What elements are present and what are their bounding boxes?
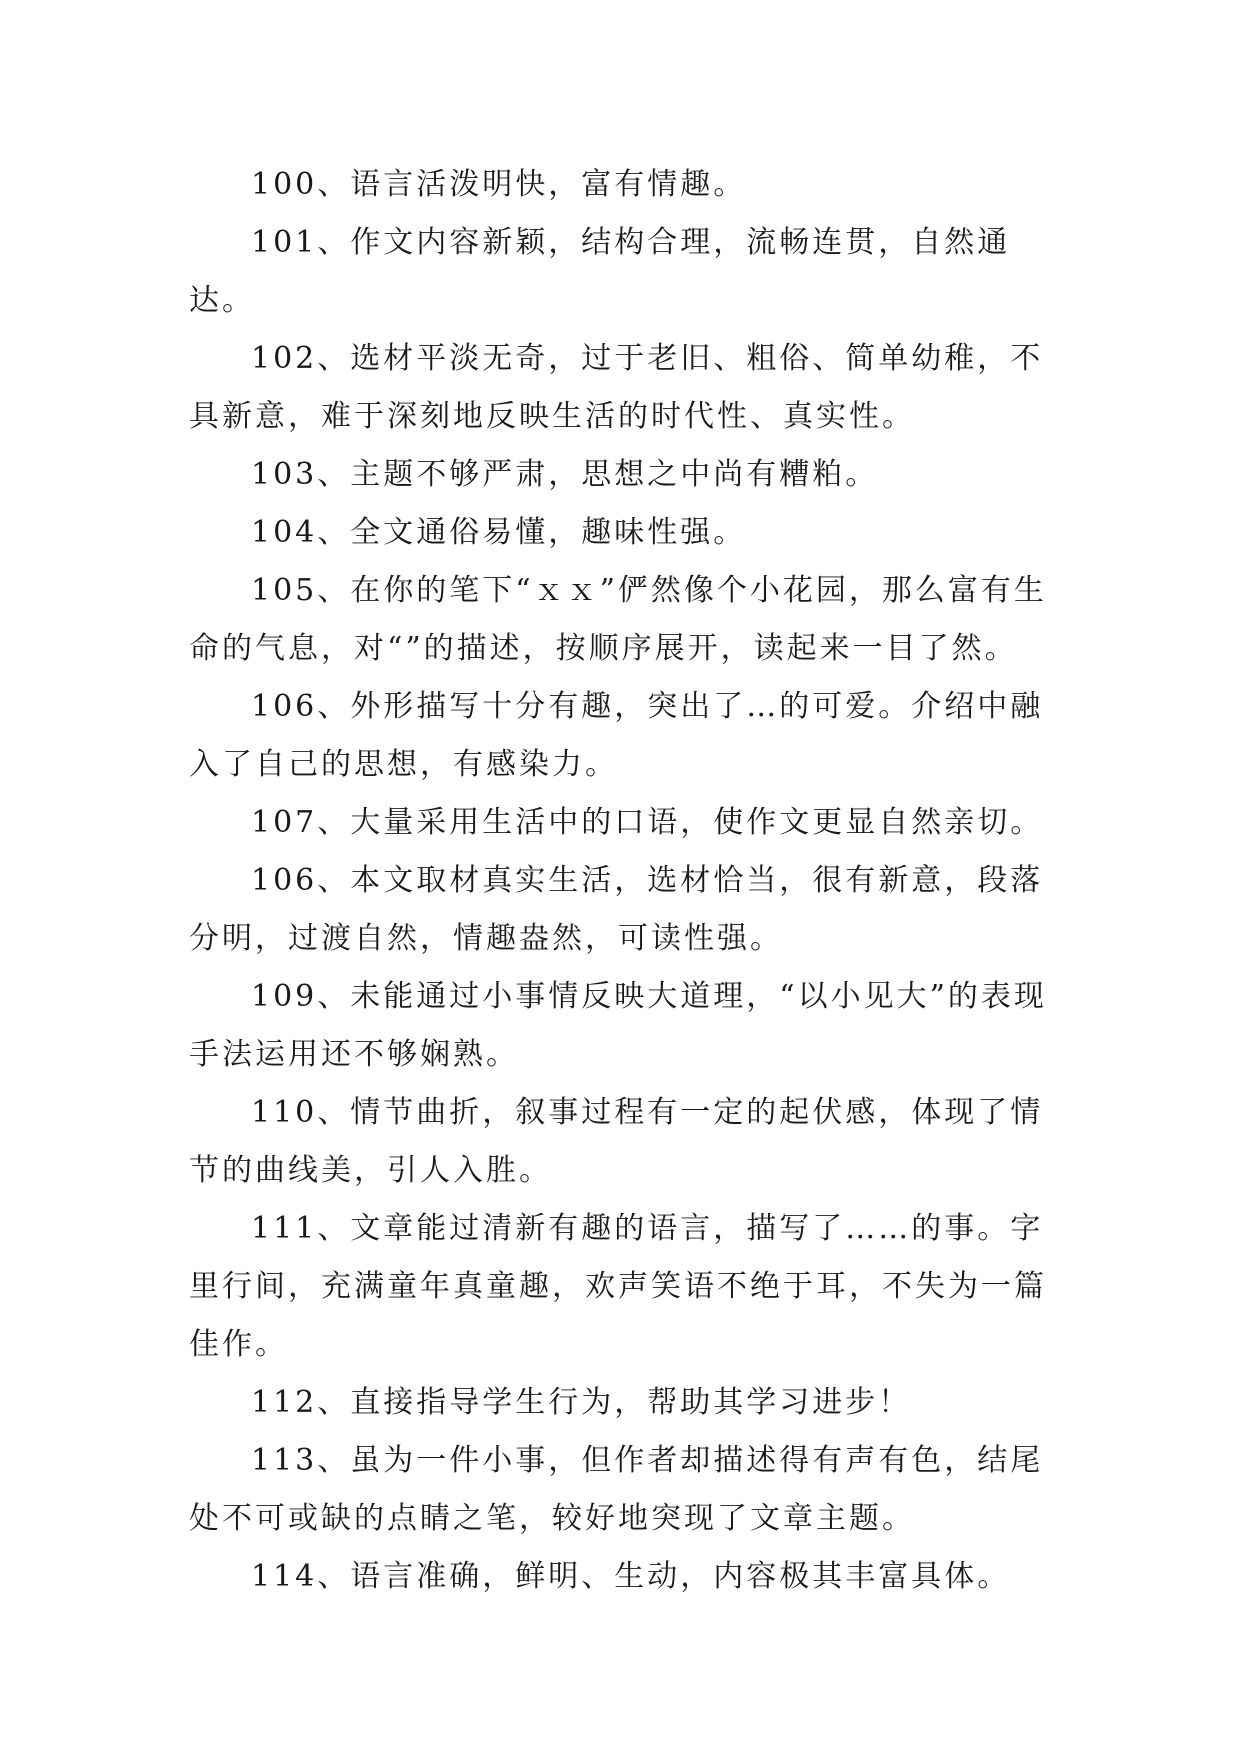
comment-paragraph-106b: 106、本文取材真实生活，选材恰当，很有新意，段落分明，过渡自然，情趣盎然，可读性强。 xyxy=(189,863,1044,956)
comment-paragraph-102: 102、选材平淡无奇，过于老旧、粗俗、简单幼稚，不具新意，难于深刻地反映生活的时代性、真实性。 xyxy=(189,341,1044,434)
comment-paragraph-101: 101、作文内容新颖，结构合理，流畅连贯，自然通达。 xyxy=(189,225,1011,318)
document-body xyxy=(189,156,1069,1606)
comment-paragraph-106a: 106、外形描写十分有趣，突出了…的可爱。介绍中融入了自己的思想，有感染力。 xyxy=(189,689,1044,782)
comment-paragraph-111: 111、文章能过清新有趣的语言，描写了……的事。字里行间，充满童年真童趣，欢声笑语不绝于耳，不失为一篇佳作。 xyxy=(189,1211,1047,1362)
comment-paragraph-110: 110、情节曲折，叙事过程有一定的起伏感，体现了情节的曲线美，引人入胜。 xyxy=(189,1095,1044,1188)
comment-paragraph-105: 105、在你的笔下“ｘｘ”俨然像个小花园，那么富有生命的气息，对“”的描述，按顺序展开，读起来一目了然。 xyxy=(189,573,1047,666)
comment-paragraph-113: 113、虽为一件小事，但作者却描述得有声有色，结尾处不可或缺的点睛之笔，较好地突现了文章主题。 xyxy=(189,1443,1044,1536)
comment-paragraph-103: 103、主题不够严肃，思想之中尚有糟粕。 xyxy=(251,457,879,492)
comment-paragraph-114: 114、语言准确，鲜明、生动，内容极其丰富具体。 xyxy=(251,1559,1011,1594)
comment-paragraph-112: 112、直接指导学生行为，帮助其学习进步！ xyxy=(251,1385,912,1420)
comment-paragraph-104: 104、全文通俗易懂，趣味性强。 xyxy=(251,515,747,550)
comment-paragraph-109: 109、未能通过小事情反映大道理，“以小见大”的表现手法运用还不够娴熟。 xyxy=(189,979,1047,1072)
comment-paragraph-107: 107、大量采用生活中的口语，使作文更显自然亲切。 xyxy=(251,805,1044,840)
comment-paragraph-100: 100、语言活泼明快，富有情趣。 xyxy=(251,167,747,202)
